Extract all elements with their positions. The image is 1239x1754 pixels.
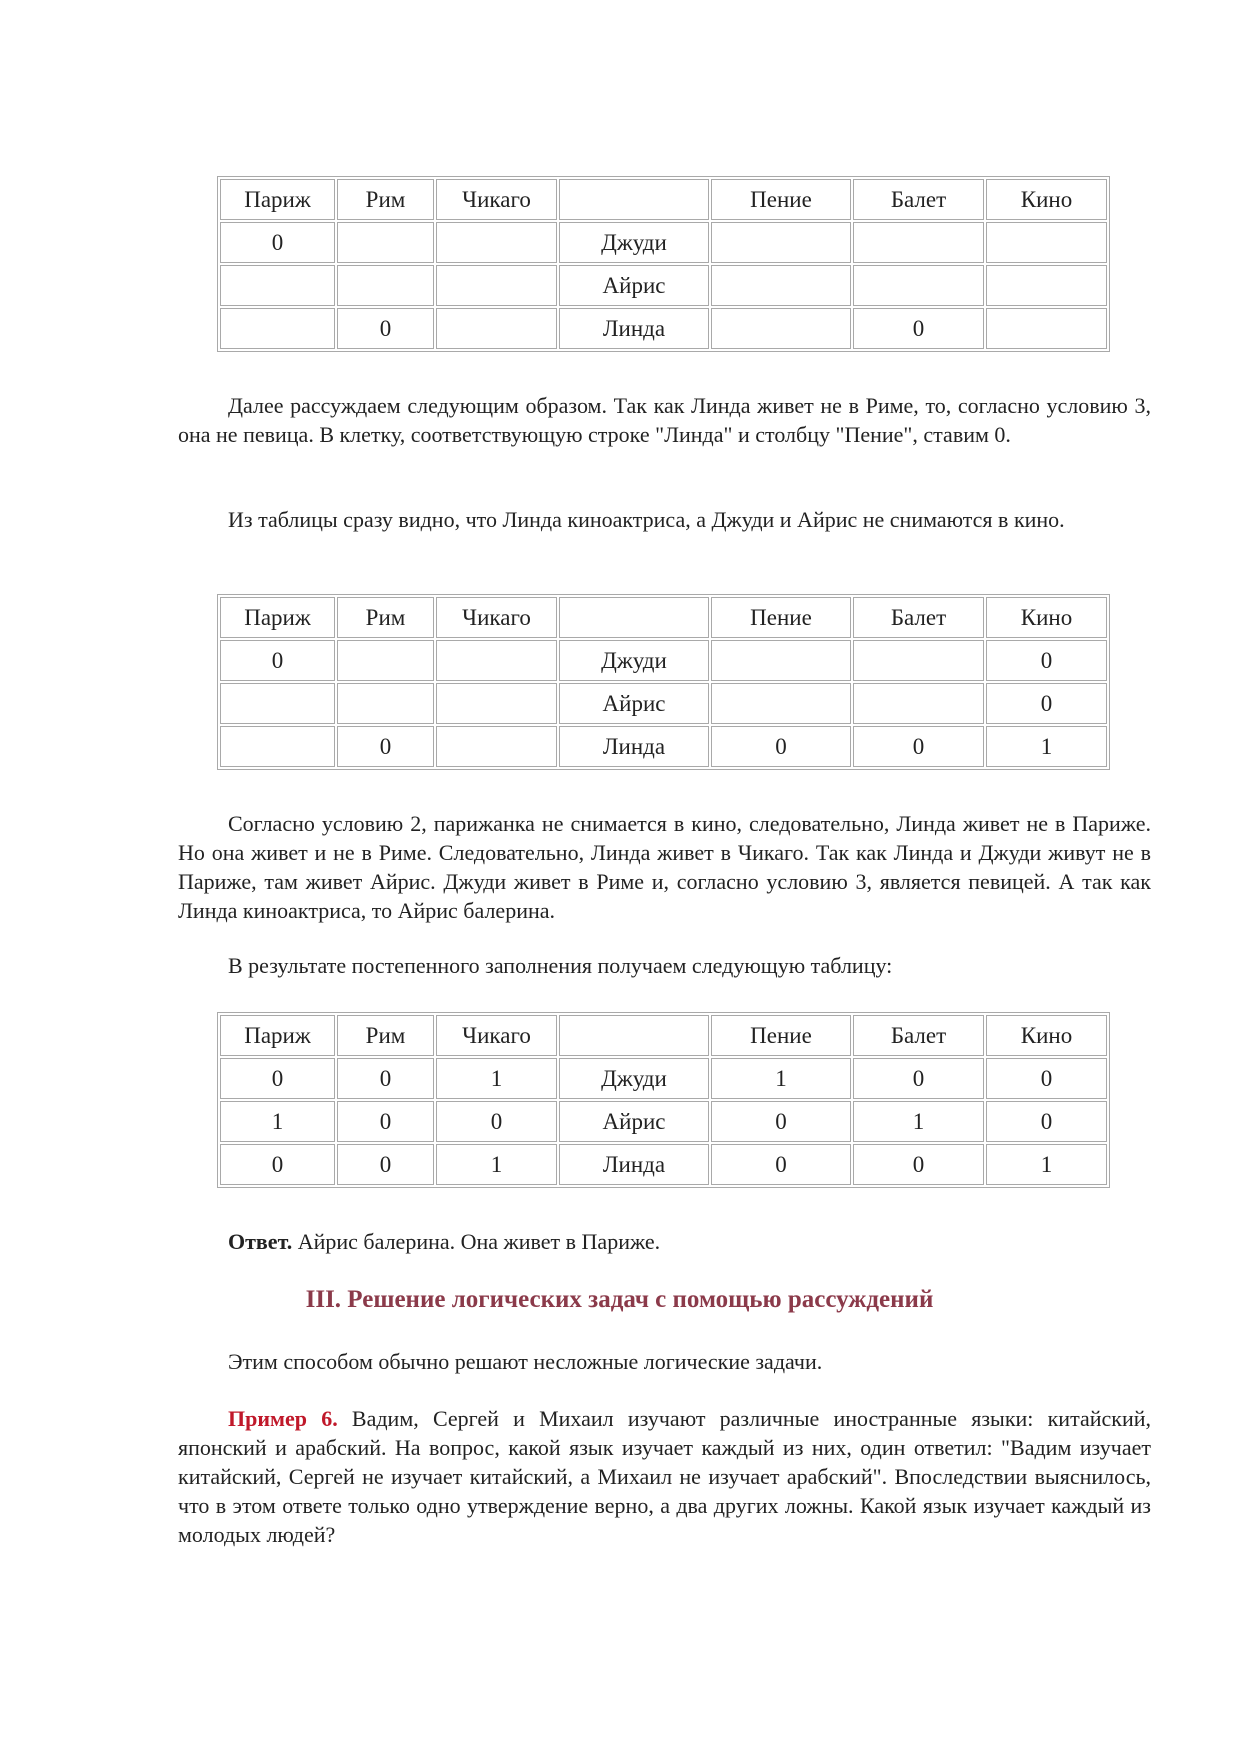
table-cell: 0 bbox=[986, 640, 1107, 681]
table-cell bbox=[436, 683, 557, 724]
table-cell: 0 bbox=[986, 1058, 1107, 1099]
table-cell bbox=[337, 265, 434, 306]
header-cell bbox=[559, 179, 709, 220]
table-cell: 0 bbox=[436, 1101, 557, 1142]
table-cell bbox=[436, 726, 557, 767]
table-row bbox=[220, 683, 1107, 724]
table-cell bbox=[711, 640, 851, 681]
table-cell: 0 bbox=[986, 683, 1107, 724]
table-cell bbox=[220, 308, 335, 349]
table-row bbox=[220, 640, 1107, 681]
person-name-cell: Айрис bbox=[559, 265, 709, 306]
header-cell: Балет bbox=[853, 179, 984, 220]
table-cell bbox=[337, 640, 434, 681]
person-name-cell: Линда bbox=[559, 726, 709, 767]
table-header-row bbox=[220, 1015, 1107, 1056]
table-cell: 0 bbox=[853, 1144, 984, 1185]
table-row bbox=[220, 222, 1107, 263]
header-cell: Чикаго bbox=[436, 597, 557, 638]
answer-paragraph bbox=[228, 1227, 1151, 1256]
table-cell: 0 bbox=[986, 1101, 1107, 1142]
person-name-cell: Айрис bbox=[559, 683, 709, 724]
table-cell: 0 bbox=[853, 1058, 984, 1099]
header-cell: Париж bbox=[220, 1015, 335, 1056]
table-cell bbox=[220, 683, 335, 724]
logic-table-2 bbox=[217, 594, 1110, 770]
table-cell bbox=[436, 222, 557, 263]
table-row bbox=[220, 1101, 1107, 1142]
table-cell bbox=[711, 222, 851, 263]
header-cell: Чикаго bbox=[436, 1015, 557, 1056]
header-cell: Кино bbox=[986, 597, 1107, 638]
table-cell bbox=[853, 222, 984, 263]
header-cell: Балет bbox=[853, 597, 984, 638]
logic-table-1 bbox=[217, 176, 1110, 352]
table-cell: 0 bbox=[337, 1144, 434, 1185]
header-cell: Рим bbox=[337, 1015, 434, 1056]
person-name-cell: Айрис bbox=[559, 1101, 709, 1142]
table-cell: 0 bbox=[220, 222, 335, 263]
table-cell bbox=[711, 683, 851, 724]
header-cell: Пение bbox=[711, 597, 851, 638]
table-cell: 0 bbox=[220, 640, 335, 681]
table-cell bbox=[986, 265, 1107, 306]
logic-table-final bbox=[217, 1012, 1110, 1188]
person-name-cell: Джуди bbox=[559, 222, 709, 263]
table-cell: 1 bbox=[436, 1058, 557, 1099]
header-cell bbox=[559, 597, 709, 638]
table-cell: 1 bbox=[853, 1101, 984, 1142]
header-cell: Париж bbox=[220, 179, 335, 220]
table-row bbox=[220, 726, 1107, 767]
example-label: Пример 6. bbox=[228, 1406, 338, 1431]
table-cell: 1 bbox=[986, 1144, 1107, 1185]
header-cell: Пение bbox=[711, 179, 851, 220]
header-cell: Чикаго bbox=[436, 179, 557, 220]
table-cell: 0 bbox=[337, 1058, 434, 1099]
table-header-row bbox=[220, 597, 1107, 638]
table-cell: 0 bbox=[711, 1144, 851, 1185]
table-cell bbox=[853, 683, 984, 724]
header-cell: Рим bbox=[337, 597, 434, 638]
person-name-cell: Линда bbox=[559, 308, 709, 349]
header-cell: Балет bbox=[853, 1015, 984, 1056]
table-cell bbox=[436, 640, 557, 681]
table-cell bbox=[986, 222, 1107, 263]
table-cell bbox=[220, 265, 335, 306]
table-cell bbox=[220, 726, 335, 767]
table-cell bbox=[711, 308, 851, 349]
table-cell: 1 bbox=[986, 726, 1107, 767]
table-cell: 1 bbox=[220, 1101, 335, 1142]
table-row bbox=[220, 1144, 1107, 1185]
table-row bbox=[220, 1058, 1107, 1099]
header-cell: Кино bbox=[986, 1015, 1107, 1056]
table-row bbox=[220, 265, 1107, 306]
table-cell bbox=[986, 308, 1107, 349]
table-cell: 0 bbox=[337, 1101, 434, 1142]
header-cell: Кино bbox=[986, 179, 1107, 220]
person-name-cell: Джуди bbox=[559, 1058, 709, 1099]
table-header-row bbox=[220, 179, 1107, 220]
header-cell: Париж bbox=[220, 597, 335, 638]
paragraph-method-intro: Этим способом обычно решают несложные логические задачи. bbox=[228, 1349, 823, 1374]
paragraph-reasoning-1: Далее рассуждаем следующим образом. Так как Линда живет не в Риме, то, согласно условию 3, она не певица. В клетку, соответствующую строке "Линда" и столбцу "Пение", ставим 0. bbox=[178, 393, 1151, 447]
person-name-cell: Линда bbox=[559, 1144, 709, 1185]
table-cell: 1 bbox=[436, 1144, 557, 1185]
table-cell: 0 bbox=[337, 726, 434, 767]
answer-text: Айрис балерина. Она живет в Париже. bbox=[292, 1229, 661, 1254]
table-cell: 0 bbox=[220, 1144, 335, 1185]
table-cell: 0 bbox=[853, 308, 984, 349]
table-cell: 0 bbox=[337, 308, 434, 349]
section-heading: III. Решение логических задач с помощью рассуждений bbox=[305, 1286, 934, 1313]
table-row bbox=[220, 308, 1107, 349]
table-cell: 0 bbox=[711, 726, 851, 767]
paragraph-reasoning-2: Из таблицы сразу видно, что Линда киноактриса, а Джуди и Айрис не снимаются в кино. bbox=[228, 507, 1065, 532]
answer-label: Ответ. bbox=[228, 1229, 293, 1254]
table-cell: 0 bbox=[853, 726, 984, 767]
person-name-cell: Джуди bbox=[559, 640, 709, 681]
table-cell bbox=[436, 308, 557, 349]
example-text: Вадим, Сергей и Михаил изучают различные иностранные языки: китайский, японский и арабский. На вопрос, какой язык изучает каждый из них, один ответил: "Вадим изучает китайский, Сергей не изучает китайский, а Михаил не изучает арабский". Впоследствии выяснилось, что в этом ответе только одно утверждение верно, а два других ложны. Какой язык изучает каждый из молодых людей? bbox=[178, 1406, 1151, 1547]
table-cell bbox=[853, 640, 984, 681]
table-cell bbox=[337, 222, 434, 263]
table-cell bbox=[711, 265, 851, 306]
header-cell: Пение bbox=[711, 1015, 851, 1056]
table-cell: 0 bbox=[711, 1101, 851, 1142]
table-cell bbox=[436, 265, 557, 306]
table-cell: 0 bbox=[220, 1058, 335, 1099]
paragraph-result-intro: В результате постепенного заполнения получаем следующую таблицу: bbox=[228, 953, 893, 978]
header-cell bbox=[559, 1015, 709, 1056]
table-cell bbox=[853, 265, 984, 306]
table-cell: 1 bbox=[711, 1058, 851, 1099]
header-cell: Рим bbox=[337, 179, 434, 220]
table-cell bbox=[337, 683, 434, 724]
paragraph-reasoning-3: Согласно условию 2, парижанка не снимается в кино, следовательно, Линда живет не в Париже. Но она живет и не в Риме. Следовательно, Линда живет в Чикаго. Так как Линда и Джуди живут не в Париже, там живет Айрис. Джуди живет в Риме и, согласно условию 3, является певицей. А так как Линда киноактриса, то Айрис балерина. bbox=[178, 811, 1151, 923]
example-paragraph bbox=[178, 1404, 1151, 1549]
